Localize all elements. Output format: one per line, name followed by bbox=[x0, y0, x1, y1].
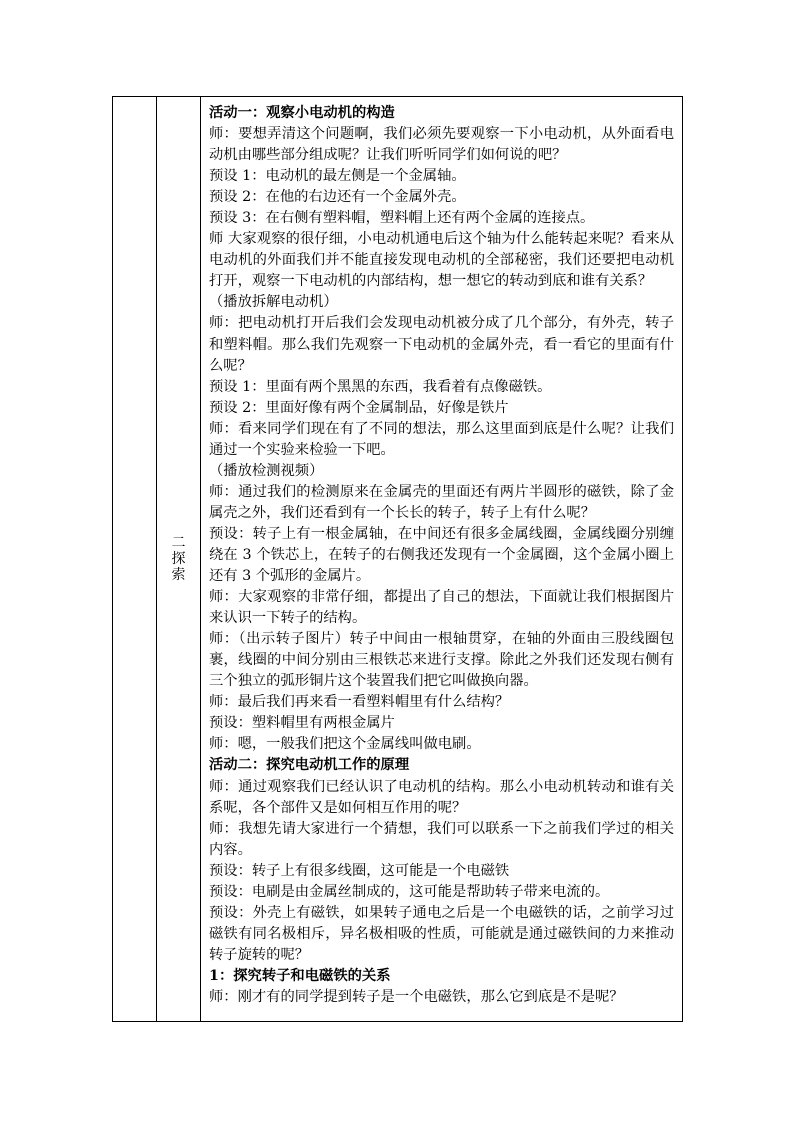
section-heading: 1：探究转子和电磁铁的关系 bbox=[209, 967, 391, 984]
paragraph: 预设：塑料帽里有两根金属片 bbox=[209, 715, 395, 732]
paragraph: 预设 2：里面好像有两个金属制品，好像是铁片 bbox=[209, 399, 509, 416]
content-body bbox=[201, 97, 682, 1008]
paragraph: （播放检测视频） bbox=[209, 462, 324, 479]
paragraph: 预设：外壳上有磁铁，如果转子通电之后是一个电磁铁的话，之前学习过磁铁有同名极相斥，异名极相吸的性质，可能就是通过磁铁间的力来推动转子旋转的呢？ bbox=[209, 904, 674, 963]
paragraph: 预设 2：在他的右边还有一个金属外壳。 bbox=[209, 189, 466, 206]
paragraph: 预设 1：里面有两个黑黑的东西，我看着有点像磁铁。 bbox=[209, 378, 552, 395]
paragraph: 预设 1：电动机的最左侧是一个金属轴。 bbox=[209, 168, 466, 185]
section-heading: 活动一：观察小电动机的构造 bbox=[209, 105, 395, 121]
section-label: 二探索 bbox=[171, 535, 186, 583]
paragraph: 师：通过我们的检测原来在金属壳的里面还有两片半圆形的磁铁，除了金属壳之外，我们还看到有一个长长的转子，转子上有什么呢？ bbox=[209, 483, 674, 521]
section-cell bbox=[157, 97, 201, 1022]
paragraph: 预设 3：在右侧有塑料帽，塑料帽上还有两个金属的连接点。 bbox=[209, 210, 595, 227]
paragraph: 师：大家观察的非常仔细，都提出了自己的想法，下面就让我们根据图片来认识一下转子的结构。 bbox=[209, 589, 674, 627]
content-cell bbox=[201, 97, 683, 1022]
table-row bbox=[113, 97, 683, 1022]
lesson-plan-table bbox=[112, 96, 683, 1022]
paragraph: 师：最后我们再来看一看塑料帽里有什么结构？ bbox=[209, 694, 510, 711]
paragraph: 师：刚才有的同学提到转子是一个电磁铁，那么它到底是不是呢？ bbox=[209, 988, 624, 1005]
paragraph: 师：把电动机打开后我们会发现电动机被分成了几个部分，有外壳，转子和塑料帽。那么我们先观察一下电动机的金属外壳，看一看它的里面有什么呢？ bbox=[209, 315, 674, 374]
paragraph: 师：要想弄清这个问题啊，我们必须先要观察一下小电动机，从外面看电动机由哪些部分组成呢？让我们听听同学们如何说的吧？ bbox=[209, 126, 674, 164]
paragraph: 预设：转子上有一根金属轴，在中间还有很多金属线圈，金属线圈分别缠绕在 3 个铁芯上，在转子的右侧我还发现有一个金属圈，这个金属小圈上还有 3 个弧形的金属片。 bbox=[209, 525, 674, 585]
paragraph: 师：通过观察我们已经认识了电动机的结构。那么小电动机转动和谁有关系呢，各个部件又是如何相互作用的呢？ bbox=[209, 778, 674, 816]
paragraph: 师：我想先请大家进行一个猜想，我们可以联系一下之前我们学过的相关内容。 bbox=[209, 820, 674, 858]
paragraph: （播放拆解电动机） bbox=[209, 294, 338, 311]
paragraph: 预设：电刷是由金属丝制成的，这可能是帮助转子带来电流的。 bbox=[209, 883, 610, 900]
section-heading: 活动二：探究电动机工作的原理 bbox=[209, 757, 410, 774]
paragraph: 预设：转子上有很多线圈，这可能是一个电磁铁 bbox=[209, 862, 510, 879]
paragraph: 师 大家观察的很仔细，小电动机通电后这个轴为什么能转起来呢？看来从电动机的外面我们并不能直接发现电动机的全部秘密，我们还要把电动机打开，观察一下电动机的内部结构，想一想它的转动到底和谁有关系？ bbox=[209, 231, 674, 290]
paragraph: 师：嗯，一般我们把这个金属线叫做电刷。 bbox=[209, 736, 481, 753]
paragraph: 师：看来同学们现在有了不同的想法，那么这里面到底是什么呢？让我们通过一个实验来检验一下吧。 bbox=[209, 420, 674, 458]
paragraph: 师：（出示转子图片）转子中间由一根轴贯穿，在轴的外面由三股线圈包裹，线圈的中间分别由三根铁芯来进行支撑。除此之外我们还发现右侧有三个独立的弧形铜片这个装置我们把它叫做换向器。 bbox=[209, 631, 674, 690]
empty-cell bbox=[113, 97, 157, 1022]
